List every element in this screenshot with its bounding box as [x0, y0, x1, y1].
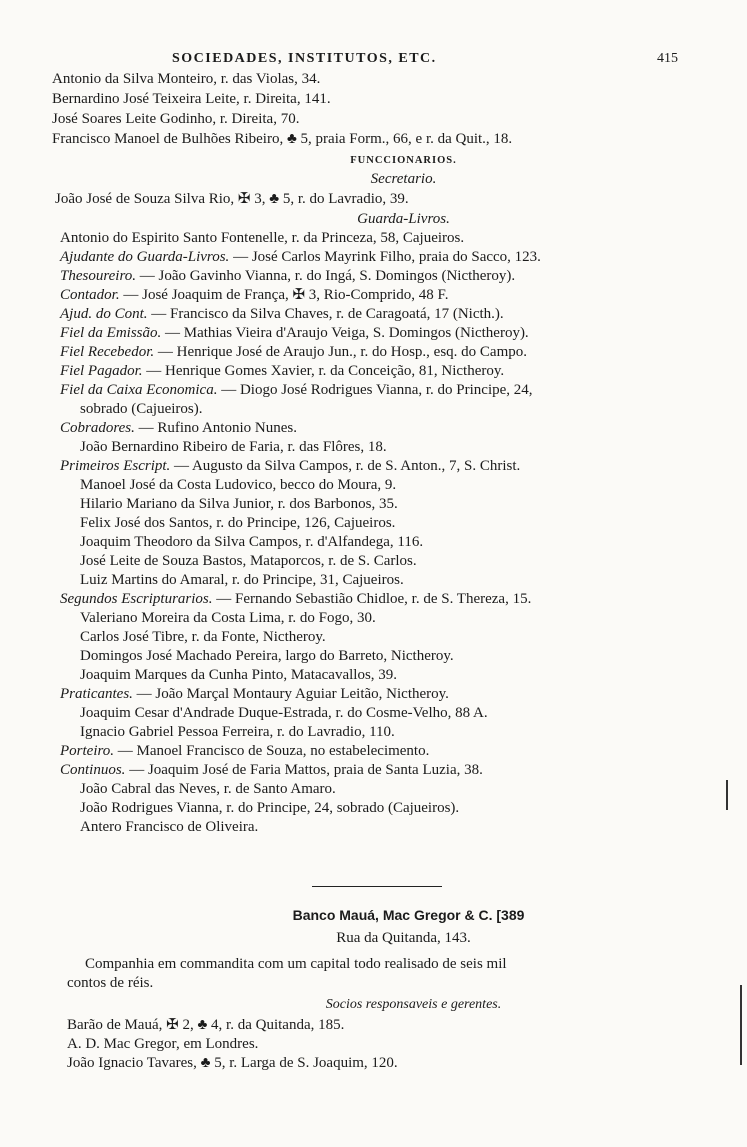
staff-text: — Mathias Vieira d'Araujo Veiga, S. Domingos (Nictheroy). — [161, 325, 529, 341]
page-number: 415 — [657, 51, 678, 66]
role-label: Contador. — [60, 287, 120, 303]
margin-mark — [726, 780, 728, 810]
role-label: Ajud. do Cont. — [60, 306, 148, 322]
staff-name: José Leite de Souza Bastos, Mataporcos, r. de S. Carlos. — [80, 553, 417, 569]
bank-address: Rua da Quitanda, 143. — [336, 930, 471, 946]
staff-name: Hilario Mariano da Silva Junior, r. dos Barbonos, 35. — [80, 496, 398, 512]
staff-name: Manoel José da Costa Ludovico, becco do Moura, 9. — [80, 477, 397, 493]
role-label: Continuos. — [60, 762, 126, 778]
role-label: Primeiros Escript. — [60, 458, 171, 474]
staff-name: Domingos José Machado Pereira, largo do Barreto, Nictheroy. — [80, 648, 454, 664]
staff-name: Joaquim Theodoro da Silva Campos, r. d'Alfandega, 116. — [80, 534, 424, 550]
bank-description: contos de réis. — [67, 975, 154, 991]
section-divider — [312, 886, 442, 887]
staff-entry — [60, 343, 747, 361]
role-label: Fiel da Caixa Economica. — [60, 382, 218, 398]
staff-text: — José Carlos Mayrink Filho, praia do Sacco, 123. — [229, 249, 541, 265]
margin-mark — [740, 985, 742, 1065]
staff-text: — José Joaquim de França, ✠ 3, Rio-Comprido, 48 F. — [119, 287, 449, 303]
staff-entry — [60, 685, 747, 703]
staff-name: Felix José dos Santos, r. do Principe, 126, Cajueiros. — [80, 515, 396, 531]
staff-text: — Henrique Gomes Xavier, r. da Conceição, 81, Nictheroy. — [142, 363, 505, 379]
staff-entry — [60, 362, 747, 380]
role-label: Fiel Recebedor. — [60, 344, 155, 360]
role-label: Thesoureiro. — [60, 268, 136, 284]
subheading-secretario: Secretario. — [370, 171, 437, 187]
staff-text: — Diogo José Rodrigues Vianna, r. do Principe, 24, — [217, 382, 533, 398]
member-line: Francisco Manoel de Bulhões Ribeiro, ♣ 5, praia Form., 66, e r. da Quit., 18. — [52, 131, 513, 147]
staff-text: — Joaquim José de Faria Mattos, praia de Santa Luzia, 38. — [125, 762, 483, 778]
staff-name: Antero Francisco de Oliveira. — [80, 819, 259, 835]
staff-text: — João Gavinho Vianna, r. do Ingá, S. Domingos (Nictheroy). — [135, 268, 516, 284]
staff-entry — [60, 248, 747, 266]
role-label: Fiel da Emissão. — [60, 325, 162, 341]
staff-entry — [60, 305, 747, 323]
staff-name: Carlos José Tibre, r. da Fonte, Nictheroy. — [80, 629, 326, 645]
staff-entry — [60, 590, 747, 608]
guarda-livros-entry: Antonio do Espirito Santo Fontenelle, r. da Princeza, 58, Cajueiros. — [60, 230, 465, 246]
staff-name: Joaquim Marques da Cunha Pinto, Matacavallos, 39. — [80, 667, 398, 683]
staff-entry — [60, 457, 747, 475]
staff-name: João Bernardino Ribeiro de Faria, r. das Flôres, 18. — [80, 439, 387, 455]
role-label: Fiel Pagador. — [60, 363, 143, 379]
staff-name: Valeriano Moreira da Costa Lima, r. do Fogo, 30. — [80, 610, 376, 626]
staff-text: — Henrique José de Araujo Jun., r. do Hosp., esq. do Campo. — [154, 344, 528, 360]
member-line: José Soares Leite Godinho, r. Direita, 70. — [52, 111, 300, 127]
staff-text: — Rufino Antonio Nunes. — [134, 420, 297, 436]
staff-text: — Augusto da Silva Campos, r. de S. Anton., 7, S. Christ. — [170, 458, 521, 474]
member-line: Bernardino José Teixeira Leite, r. Direita, 141. — [52, 91, 331, 107]
role-label: Cobradores. — [60, 420, 135, 436]
subheading-guarda-livros: Guarda-Livros. — [357, 211, 450, 227]
section-heading: FUNCCIONARIOS. — [350, 155, 457, 166]
role-label: Ajudante do Guarda-Livros. — [60, 249, 230, 265]
partners-heading: Socios responsaveis e gerentes. — [325, 997, 502, 1012]
role-label: Segundos Escripturarios. — [60, 591, 213, 607]
secretario-entry: João José de Souza Silva Rio, ✠ 3, ♣ 5, r. do Lavradio, 39. — [55, 191, 409, 207]
staff-entry — [60, 419, 747, 437]
staff-text: — Fernando Sebastião Chidloe, r. de S. Thereza, 15. — [212, 591, 532, 607]
staff-name: Luiz Martins do Amaral, r. do Principe, 31, Cajueiros. — [80, 572, 404, 588]
partner-line: João Ignacio Tavares, ♣ 5, r. Larga de S. Joaquim, 120. — [67, 1055, 398, 1071]
running-header: SOCIEDADES, INSTITUTOS, ETC. — [172, 51, 437, 66]
partner-line: A. D. Mac Gregor, em Londres. — [67, 1036, 259, 1052]
staff-entry — [60, 324, 747, 342]
staff-text: — Manoel Francisco de Souza, no estabelecimento. — [114, 743, 430, 759]
role-label: Porteiro. — [60, 743, 115, 759]
staff-entry — [60, 761, 747, 779]
staff-text: — João Marçal Montaury Aguiar Leitão, Nictheroy. — [132, 686, 449, 702]
staff-name: Ignacio Gabriel Pessoa Ferreira, r. do Lavradio, 110. — [80, 724, 395, 740]
staff-continuation: sobrado (Cajueiros). — [80, 401, 203, 417]
staff-name: Joaquim Cesar d'Andrade Duque-Estrada, r. do Cosme-Velho, 88 A. — [80, 705, 488, 721]
bank-description: Companhia em commandita com um capital todo realisado de seis mil — [85, 956, 507, 972]
staff-name: João Cabral das Neves, r. de Santo Amaro. — [80, 781, 336, 797]
partner-line: Barão de Mauá, ✠ 2, ♣ 4, r. da Quitanda, 185. — [67, 1017, 345, 1033]
role-label: Praticantes. — [60, 686, 133, 702]
staff-name: João Rodrigues Vianna, r. do Principe, 24, sobrado (Cajueiros). — [80, 800, 460, 816]
staff-entry — [60, 286, 747, 304]
staff-entry — [60, 381, 747, 399]
bank-title: Banco Mauá, Mac Gregor & C. [389 — [292, 907, 525, 923]
staff-text: — Francisco da Silva Chaves, r. de Caragoatá, 17 (Nicth.). — [147, 306, 504, 322]
member-line: Antonio da Silva Monteiro, r. das Violas, 34. — [52, 71, 321, 87]
staff-entry — [60, 267, 747, 285]
staff-entry — [60, 742, 747, 760]
